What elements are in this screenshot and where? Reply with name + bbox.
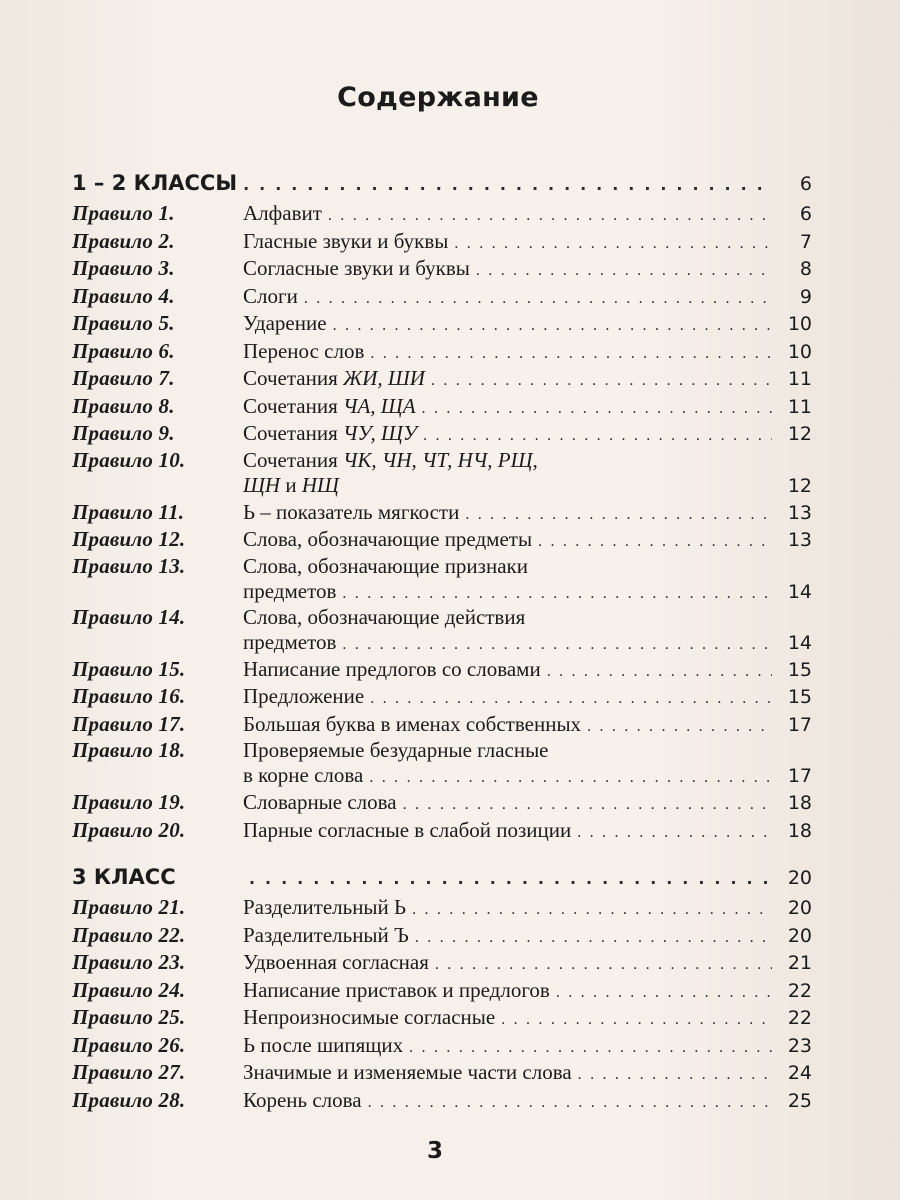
- rule-number: Правило 4.: [72, 283, 175, 308]
- toc-entry[interactable]: [72, 1032, 812, 1060]
- rule-number: Правило 26.: [72, 1032, 186, 1057]
- entry-title: Слова, обозначающие признаки: [243, 553, 528, 578]
- dot-leader: [415, 924, 772, 952]
- toc-entry[interactable]: [72, 922, 812, 950]
- toc-entry[interactable]: [72, 711, 812, 739]
- rule-number: Правило 13.: [72, 553, 186, 578]
- entry-title: Слова, обозначающие предметы: [243, 527, 533, 551]
- entry-title: Сочетания: [243, 366, 338, 390]
- entry-title: Написание предлогов со словами: [243, 656, 541, 681]
- section-label: 3 КЛАСС: [72, 865, 176, 889]
- page-ref: 14: [787, 631, 812, 654]
- entry-letters: ЧА, ЩА: [343, 393, 416, 418]
- entry-title: Корень слова: [243, 1087, 362, 1112]
- entry-title-cont: предметов: [243, 578, 337, 603]
- page-number: 3: [426, 1138, 443, 1164]
- toc-entry[interactable]: [72, 420, 812, 448]
- page-ref: 22: [787, 979, 812, 1002]
- entry-title: Ь – показатель мягкости: [243, 499, 460, 524]
- entry-title: Ь после шипящих: [243, 1032, 404, 1057]
- rule-number: Правило 3.: [72, 256, 175, 280]
- toc-entry[interactable]: [72, 738, 812, 789]
- page-ref: 10: [787, 340, 812, 363]
- toc-entry[interactable]: [72, 949, 812, 977]
- toc-entry[interactable]: [72, 283, 812, 311]
- page-ref: 20: [787, 867, 812, 889]
- toc-entry[interactable]: [72, 1004, 812, 1032]
- page-ref: 25: [787, 1089, 812, 1112]
- entry-title: Предложение: [243, 684, 365, 708]
- toc-entry[interactable]: [72, 338, 812, 366]
- toc-entry[interactable]: [72, 365, 812, 393]
- page-ref: 18: [787, 792, 812, 814]
- rule-number: Правило 2.: [72, 228, 175, 253]
- toc-entry[interactable]: [72, 228, 812, 256]
- table-of-contents: [72, 166, 812, 1114]
- toc-entry[interactable]: [72, 200, 812, 228]
- toc-entry[interactable]: [72, 817, 812, 845]
- entry-title: Сочетания: [243, 421, 338, 445]
- toc-entry[interactable]: [72, 789, 812, 817]
- page-ref: 21: [787, 952, 812, 974]
- entry-title-cont: в корне слова: [243, 763, 364, 787]
- page-ref: 10: [787, 313, 812, 335]
- dot-leader: [556, 979, 772, 1007]
- page-ref: 8: [799, 258, 812, 280]
- dot-leader: [370, 340, 772, 368]
- entry-title: Сочетания: [243, 447, 338, 472]
- dot-leader: [333, 312, 772, 340]
- dot-leader: [578, 1061, 772, 1089]
- rule-number: Правило 14.: [72, 604, 186, 629]
- rule-number: Правило 20.: [72, 817, 186, 842]
- entry-title: Удвоенная согласная: [243, 950, 429, 974]
- section-label: 1 – 2 КЛАССЫ: [72, 171, 238, 195]
- page-ref: 9: [799, 285, 812, 308]
- rule-number: Правило 16.: [72, 684, 186, 708]
- toc-entry[interactable]: [72, 499, 812, 527]
- entry-title: Слоги: [243, 283, 298, 308]
- page-ref: 23: [787, 1034, 812, 1057]
- toc-entry[interactable]: [72, 894, 812, 922]
- entry-title: Написание приставок и предлогов: [243, 977, 550, 1002]
- rule-number: Правило 22.: [72, 922, 186, 947]
- dot-leader: [243, 168, 772, 202]
- dot-leader: [476, 257, 772, 285]
- dot-leader: [431, 367, 772, 395]
- page-ref: 7: [799, 230, 812, 253]
- page-ref: 20: [787, 924, 812, 947]
- dot-leader: [465, 501, 772, 529]
- toc-entry[interactable]: [72, 977, 812, 1005]
- dot-leader: [403, 791, 772, 819]
- page-ref: 18: [787, 819, 812, 842]
- toc-entry[interactable]: [72, 683, 812, 711]
- toc-entry[interactable]: [72, 1059, 812, 1087]
- rule-number: Правило 17.: [72, 711, 186, 736]
- rule-number: Правило 12.: [72, 527, 186, 551]
- dot-leader: [547, 658, 772, 686]
- page-ref: 13: [787, 529, 812, 551]
- entry-letters: ЧУ, ЩУ: [343, 421, 418, 445]
- dot-leader: [368, 1089, 772, 1117]
- rule-number: Правило 5.: [72, 311, 175, 335]
- rule-number: Правило 25.: [72, 1005, 186, 1029]
- dot-leader: [342, 581, 772, 606]
- rule-number: Правило 8.: [72, 393, 175, 418]
- rule-number: Правило 19.: [72, 790, 186, 814]
- dot-leader: [249, 862, 772, 896]
- rule-number: Правило 18.: [72, 738, 186, 762]
- page-ref: 13: [787, 501, 812, 524]
- entry-title: Алфавит: [243, 201, 322, 225]
- dot-leader: [304, 285, 772, 313]
- page-ref: 22: [787, 1007, 812, 1029]
- dot-leader: [454, 230, 772, 258]
- page-ref: 24: [787, 1062, 812, 1084]
- page-ref: 15: [787, 686, 812, 708]
- page-ref: 14: [787, 580, 812, 603]
- toc-entry[interactable]: [72, 393, 812, 421]
- entry-title: Сочетания: [243, 393, 338, 418]
- toc-entry[interactable]: [72, 605, 812, 656]
- rule-number: Правило 24.: [72, 977, 186, 1002]
- page-ref: 20: [787, 897, 812, 919]
- rule-number: Правило 7.: [72, 366, 175, 390]
- entry-title: Значимые и изменяемые части слова: [243, 1060, 572, 1084]
- entry-title: Перенос слов: [243, 338, 365, 363]
- dot-leader: [577, 819, 772, 847]
- page-title: Содержание: [337, 82, 539, 113]
- toc-entry[interactable]: [72, 255, 812, 283]
- page-ref: 15: [787, 658, 812, 681]
- page-ref: 11: [787, 395, 812, 418]
- dot-leader: [587, 713, 772, 741]
- entry-conjunction: и: [280, 472, 302, 497]
- page-ref: 17: [787, 713, 812, 736]
- dot-leader: [435, 951, 772, 979]
- entry-title: Разделительный Ь: [243, 895, 407, 919]
- dot-leader: [501, 1006, 772, 1034]
- dot-leader: [370, 685, 772, 713]
- entry-title: Словарные слова: [243, 790, 397, 814]
- entry-letters: НЩ: [301, 472, 339, 497]
- entry-title: Парные согласные в слабой позиции: [243, 817, 572, 842]
- toc-entry[interactable]: [72, 526, 812, 554]
- section-heading-3[interactable]: [72, 860, 812, 894]
- rule-number: Правило 21.: [72, 895, 186, 919]
- entry-letters: ЖИ, ШИ: [343, 366, 425, 390]
- rule-number: Правило 23.: [72, 950, 186, 974]
- dot-leader: [342, 632, 772, 657]
- entry-title: Проверяемые безударные гласные: [243, 738, 549, 762]
- page-ref: 17: [787, 765, 812, 787]
- rule-number: Правило 9.: [72, 421, 175, 445]
- entry-title-cont: предметов: [243, 629, 337, 654]
- rule-number: Правило 27.: [72, 1060, 186, 1084]
- toc-entry[interactable]: [72, 554, 812, 605]
- toc-entry[interactable]: [72, 448, 812, 499]
- entry-title: Непроизносимые согласные: [243, 1005, 496, 1029]
- entry-letters: ЧК, ЧН, ЧТ, НЧ, РЩ,: [343, 447, 538, 472]
- page-ref: 12: [787, 423, 812, 445]
- page-ref: 11: [787, 368, 812, 390]
- entry-title: Согласные звуки и буквы: [243, 256, 470, 280]
- dot-leader: [412, 896, 772, 924]
- entry-letters: ЩН: [243, 472, 281, 497]
- dot-leader: [369, 765, 772, 790]
- entry-title: Большая буква в именах собственных: [243, 711, 582, 736]
- dot-leader: [538, 528, 772, 556]
- rule-number: Правило 11.: [72, 499, 185, 524]
- section-heading-1-2[interactable]: [72, 166, 812, 200]
- rule-number: Правило 1.: [72, 201, 175, 225]
- entry-title: Ударение: [243, 311, 327, 335]
- page-ref: 6: [799, 173, 812, 195]
- page-ref: 12: [787, 474, 812, 497]
- entry-title: Слова, обозначающие действия: [243, 604, 526, 629]
- page-ref: 6: [799, 203, 812, 225]
- rule-number: Правило 6.: [72, 338, 175, 363]
- dot-leader: [423, 422, 772, 450]
- entry-title: Гласные звуки и буквы: [243, 228, 449, 253]
- toc-entry[interactable]: [72, 1087, 812, 1115]
- toc-entry[interactable]: [72, 656, 812, 684]
- dot-leader: [328, 202, 772, 230]
- entry-title: Разделительный Ъ: [243, 922, 409, 947]
- toc-entry[interactable]: [72, 310, 812, 338]
- dot-leader: [409, 1034, 772, 1062]
- rule-number: Правило 15.: [72, 656, 186, 681]
- rule-number: Правило 28.: [72, 1087, 186, 1112]
- dot-leader: [422, 395, 772, 423]
- rule-number: Правило 10.: [72, 447, 186, 472]
